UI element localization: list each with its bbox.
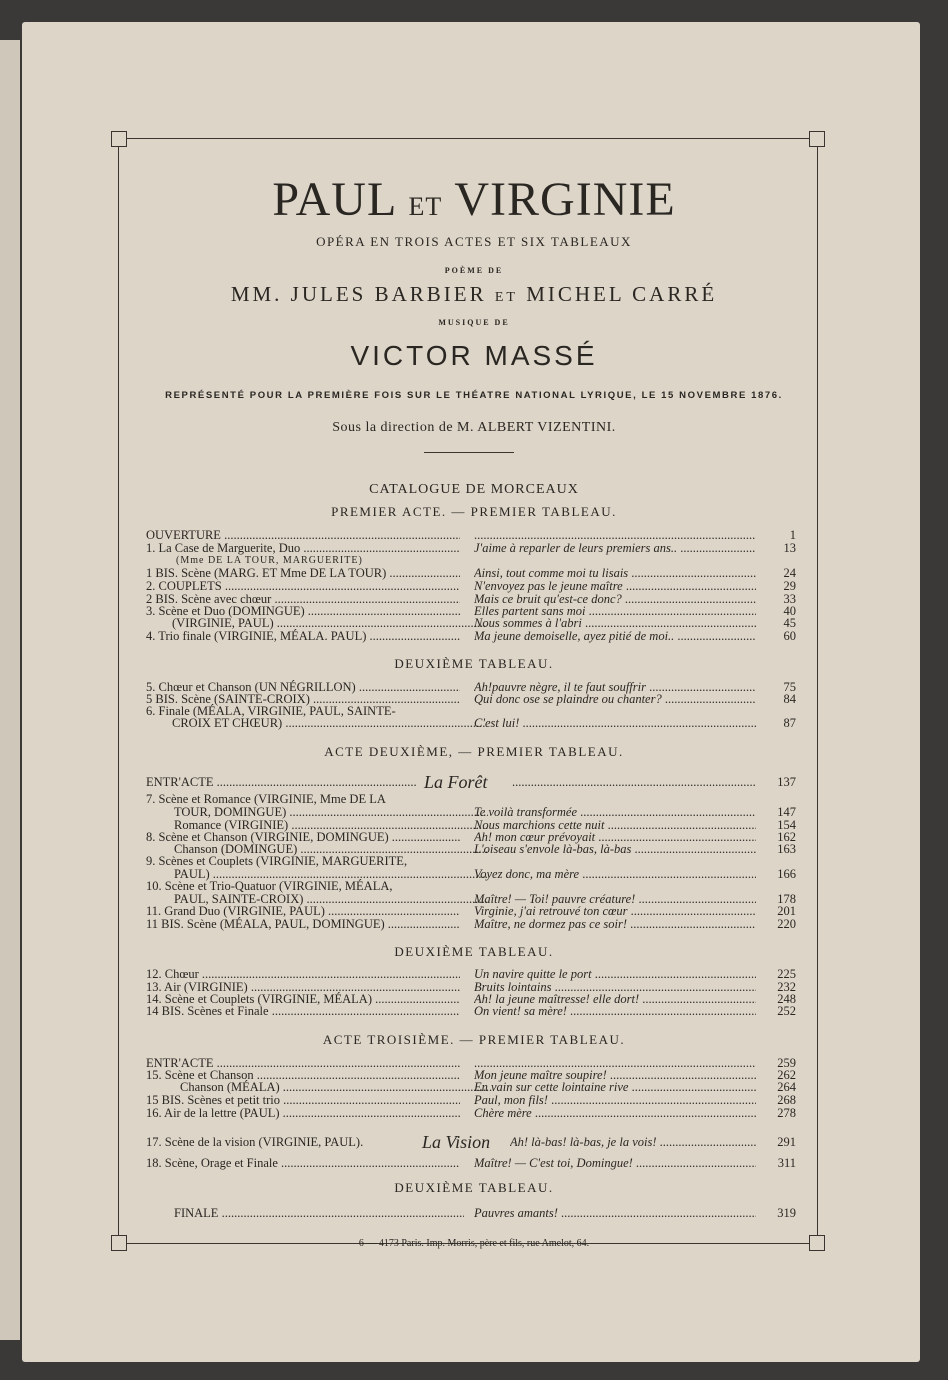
page-number: 278 <box>777 1106 796 1120</box>
catalogue-row <box>146 528 796 542</box>
catalogue-row <box>146 772 796 792</box>
author-conjunction: ET <box>494 290 518 305</box>
catalogue-title: CATALOGUE DE MORCEAUX <box>369 482 579 497</box>
incipit: Bruits lointains ..... <box>474 980 756 994</box>
page-number: 291 <box>777 1135 796 1149</box>
frame-corner-ornament <box>809 131 825 147</box>
incipit: Pauvres amants! ..... <box>474 1206 756 1220</box>
piece-title: TOUR, DOMINGUE) ..... <box>146 805 488 819</box>
catalogue-row <box>146 1156 796 1170</box>
piece-title: 3. Scène et Duo (DOMINGUE) ..... <box>146 604 460 618</box>
piece-title: 4. Trio finale (VIRGINIE, MÉALA. PAUL) ..... <box>146 629 460 643</box>
incipit: On vient! sa mère! ..... <box>474 1004 756 1018</box>
printer-imprint: 6 — 4173 Paris. Imp. Morris, père et fils, rue Amelot, 64. <box>358 1238 590 1249</box>
page-title <box>0 172 948 227</box>
incipit: Maître! — Toi! pauvre créature! ..... <box>474 892 756 906</box>
piece-title: 5. Chœur et Chanson (UN NÉGRILLON) ..... <box>146 680 460 694</box>
page-number: 163 <box>777 842 796 856</box>
section-heading: PREMIER ACTE. — PREMIER TABLEAU. <box>331 504 617 519</box>
piece-title: 1. La Case de Marguerite, Duo ..... <box>146 541 460 555</box>
page-number: 13 <box>783 541 796 555</box>
page-number: 201 <box>777 904 796 918</box>
piece-title: Romance (VIRGINIE) ..... <box>146 818 488 832</box>
catalogue-row <box>146 616 796 630</box>
catalogue-row <box>146 541 796 555</box>
librettists <box>0 282 948 307</box>
page-number: 268 <box>777 1093 796 1107</box>
premiere-notice: REPRÉSENTÉ POUR LA PREMIÈRE FOIS SUR LE THÉATRE NATIONAL LYRIQUE, LE 15 NOVEMBRE 1876. <box>165 390 783 401</box>
piece-title: Chanson (MÉALA) ..... <box>146 1080 494 1094</box>
page-number: 252 <box>777 1004 796 1018</box>
incipit: En vain sur cette lointaine rive ..... <box>474 1080 756 1094</box>
page-number: 154 <box>777 818 796 832</box>
piece-title: 8. Scène et Chanson (VIRGINIE, DOMINGUE) ..... <box>146 830 460 844</box>
incipit: Ah! mon cœur prévoyait ..... <box>474 830 756 844</box>
incipit: Voyez donc, ma mère ..... <box>474 867 756 881</box>
incipit: L'oiseau s'envole là-bas, là-bas ..... <box>474 842 756 856</box>
composer-name: VICTOR MASSÉ <box>350 340 598 371</box>
catalogue-row <box>146 1106 796 1120</box>
page-number: 29 <box>783 579 796 593</box>
page-number: 45 <box>783 616 796 630</box>
catalogue-row <box>146 805 796 819</box>
catalogue-row <box>146 1004 796 1018</box>
incipit: Un navire quitte le port ..... <box>474 967 756 981</box>
page-number: 84 <box>783 692 796 706</box>
catalogue-row <box>146 1093 796 1107</box>
piece-title: PAUL) ..... <box>146 867 488 881</box>
catalogue-row <box>146 854 796 868</box>
incipit: Ah! la jeune maîtresse! elle dort! ..... <box>474 992 756 1006</box>
piece-title: 2 BIS. Scène avec chœur ..... <box>146 592 460 606</box>
page-number: 87 <box>783 716 796 730</box>
page-number: 178 <box>777 892 796 906</box>
catalogue-row <box>146 967 796 981</box>
page-number: 311 <box>777 1156 796 1170</box>
piece-title: 14. Scène et Couplets (VIRGINIE, MÉALA) ..... <box>146 992 460 1006</box>
page-number: 33 <box>783 592 796 606</box>
author-name: MM. JULES BARBIER <box>230 282 487 306</box>
incipit: Ah! là-bas! là-bas, je la vois! ..... <box>510 1132 756 1152</box>
incipit: Qui donc ose se plaindre ou chanter? ..... <box>474 692 756 706</box>
tableau-title: La Forêt <box>424 772 488 792</box>
page-number: 220 <box>777 917 796 931</box>
page-number: 1 <box>789 528 796 542</box>
page-number: 40 <box>783 604 796 618</box>
catalogue-row <box>146 566 796 580</box>
direction-notice: Sous la direction de M. ALBERT VIZENTINI. <box>332 420 616 435</box>
page-number: 259 <box>777 1056 796 1070</box>
piece-title: PAUL, SAINTE-CROIX) ..... <box>146 892 488 906</box>
piece-title: 17. Scène de la vision (VIRGINIE, PAUL). <box>146 1135 364 1149</box>
page-number: 262 <box>777 1068 796 1082</box>
incipit: Nous marchions cette nuit ..... <box>474 818 756 832</box>
catalogue-row <box>146 716 796 730</box>
section-heading: DEUXIÈME TABLEAU. <box>394 656 554 671</box>
piece-title: 11. Grand Duo (VIRGINIE, PAUL) ..... <box>146 904 460 918</box>
section-heading: DEUXIÈME TABLEAU. <box>394 944 554 959</box>
title-conjunction: ET <box>408 192 443 221</box>
page-number: 75 <box>783 680 796 694</box>
page-number: 166 <box>777 867 796 881</box>
piece-title: 10. Scène et Trio-Quatuor (VIRGINIE, MÉALA, <box>146 879 393 893</box>
piece-title: 12. Chœur ..... <box>146 967 460 981</box>
page-number: 60 <box>783 629 796 643</box>
page-number: 225 <box>777 967 796 981</box>
piece-title: (VIRGINIE, PAUL) ..... <box>146 616 486 630</box>
catalogue-row <box>146 904 796 918</box>
piece-title: 16. Air de la lettre (PAUL) ..... <box>146 1106 460 1120</box>
page-number: 162 <box>777 830 796 844</box>
frame-corner-ornament <box>111 131 127 147</box>
title-word: PAUL <box>272 173 396 226</box>
catalogue-row <box>146 917 796 931</box>
poeme-de-label: POÈME DE <box>444 266 504 275</box>
page-number: 147 <box>777 805 796 819</box>
piece-title: 15. Scène et Chanson ..... <box>146 1068 460 1082</box>
catalogue-row <box>146 579 796 593</box>
incipit: Virginie, j'ai retrouvé ton cœur ..... <box>474 904 756 918</box>
incipit: Paul, mon fils! ..... <box>474 1093 756 1107</box>
piece-title: 5 BIS. Scène (SAINTE-CROIX) ..... <box>146 692 460 706</box>
incipit: N'envoyez pas le jeune maître ..... <box>474 579 756 593</box>
page-number: 137 <box>777 775 796 789</box>
catalogue-row <box>146 879 796 893</box>
incipit: Ma jeune demoiselle, ayez pitié de moi.. ..... <box>474 629 756 643</box>
ornamental-divider <box>424 452 514 453</box>
author-name: MICHEL CARRÉ <box>526 282 718 306</box>
piece-title: 2. COUPLETS ..... <box>146 579 460 593</box>
piece-title: Chanson (DOMINGUE) ..... <box>146 842 488 856</box>
incipit: Mais ce bruit qu'est-ce donc? ..... <box>474 592 756 606</box>
catalogue-row <box>146 1080 796 1094</box>
page-number: 248 <box>777 992 796 1006</box>
piece-title: OUVERTURE ..... <box>146 528 460 542</box>
piece-title: CROIX ET CHŒUR) ..... <box>146 716 486 730</box>
incipit: Mon jeune maître soupire! ..... <box>474 1068 756 1082</box>
page-number: 319 <box>777 1206 796 1220</box>
page-number: 264 <box>777 1080 796 1094</box>
page-number: 24 <box>783 566 796 580</box>
incipit: Nous sommes à l'abri ..... <box>474 616 756 630</box>
catalogue-row <box>146 792 796 806</box>
piece-title: ENTR'ACTE ..... <box>146 772 416 792</box>
incipit: J'aime à reparler de leurs premiers ans.. ..... <box>474 541 756 555</box>
piece-title: FINALE ..... <box>174 1206 464 1220</box>
subtitle: OPÉRA EN TROIS ACTES ET SIX TABLEAUX <box>316 234 632 249</box>
dot-leader <box>512 772 756 792</box>
piece-title: (Mme DE LA TOUR, MARGUERITE) <box>176 555 363 566</box>
incipit: Maître! — C'est toi, Domingue! ..... <box>474 1156 756 1170</box>
catalogue-row <box>146 629 796 643</box>
title-word: VIRGINIE <box>454 173 676 226</box>
piece-title: 13. Air (VIRGINIE) ..... <box>146 980 460 994</box>
piece-title: 15 BIS. Scènes et petit trio ..... <box>146 1093 460 1107</box>
piece-title: 11 BIS. Scène (MÉALA, PAUL, DOMINGUE) ..... <box>146 917 460 931</box>
incipit: Ainsi, tout comme moi tu lisais ..... <box>474 566 756 580</box>
catalogue-row <box>146 1132 796 1152</box>
section-heading: ACTE DEUXIÈME, — PREMIER TABLEAU. <box>324 744 624 759</box>
incipit: C'est lui! ..... <box>474 716 756 730</box>
musique-de-label: MUSIQUE DE <box>438 318 510 327</box>
piece-title: 1 BIS. Scène (MARG. ET Mme DE LA TOUR) ..... <box>146 566 460 580</box>
tableau-title: La Vision <box>422 1132 491 1152</box>
incipit: Ah!pauvre nègre, il te faut souffrir ..... <box>474 680 756 694</box>
incipit: Chère mère ..... <box>474 1106 756 1120</box>
incipit: Elles partent sans moi ..... <box>474 604 756 618</box>
piece-title: 7. Scène et Romance (VIRGINIE, Mme DE LA <box>146 792 386 806</box>
incipit: Maître, ne dormez pas ce soir! ..... <box>474 917 756 931</box>
piece-title: 18. Scène, Orage et Finale ..... <box>146 1156 460 1170</box>
piece-title: ENTR'ACTE ..... <box>146 1056 460 1070</box>
piece-title: 14 BIS. Scènes et Finale ..... <box>146 1004 460 1018</box>
incipit <box>474 528 756 542</box>
page-number: 232 <box>777 980 796 994</box>
incipit: Te voilà transformée ..... <box>474 805 756 819</box>
section-heading: DEUXIÈME TABLEAU. <box>394 1180 554 1195</box>
catalogue-row <box>174 1206 796 1220</box>
piece-title: 9. Scènes et Couplets (VIRGINIE, MARGUERITE, <box>146 854 408 868</box>
piece-title: 6. Finale (MÉALA, VIRGINIE, PAUL, SAINTE- <box>146 704 396 718</box>
section-heading: ACTE TROISIÈME. — PREMIER TABLEAU. <box>322 1032 626 1047</box>
